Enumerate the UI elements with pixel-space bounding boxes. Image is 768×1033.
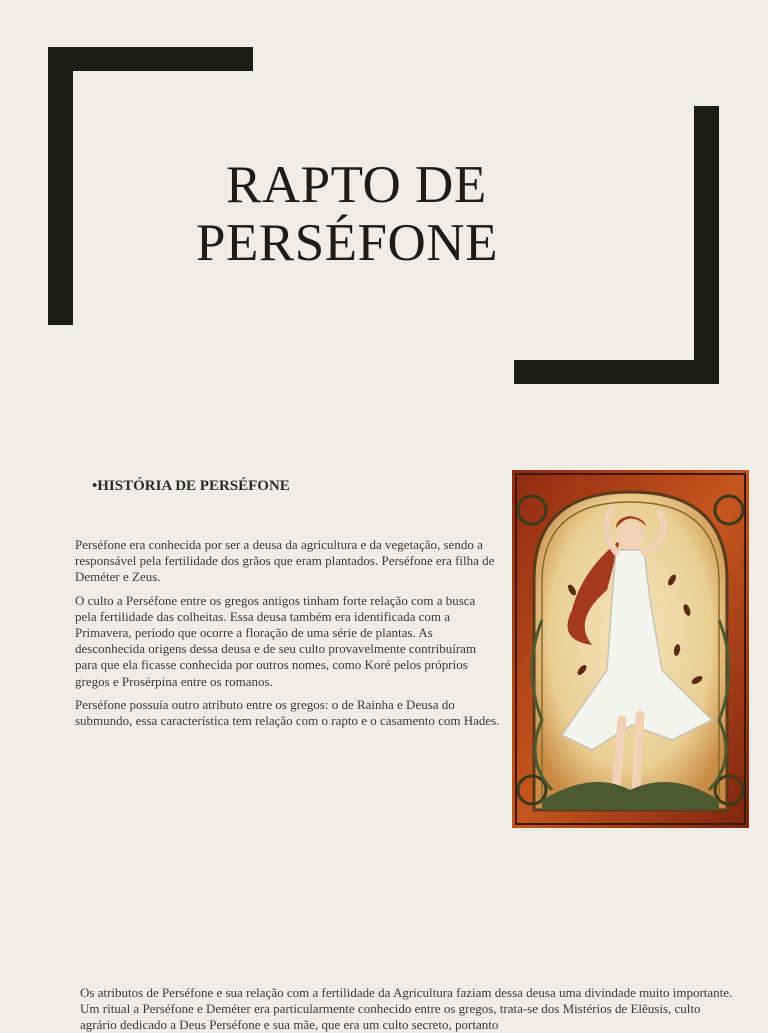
slide-title xyxy=(196,156,576,272)
corner-bracket-bottom-right-horizontal xyxy=(514,360,719,384)
corner-bracket-top-left-vertical xyxy=(48,47,73,325)
paragraph-2: O culto a Perséfone entre os gregos antigos tinham forte relação com a busca pela fertilidade das colheitas. Essa deusa também era identificada com a Primavera, período que ocorre a floração de uma série de plantas. As desconhecida origens dessa deusa e de seu culto provavelmente contribuíram para que ela ficasse conhecida por outros nomes, como Koré pelos próprios gregos e Prosérpina entre os romanos. xyxy=(75,592,477,689)
persephone-illustration-icon xyxy=(512,470,749,828)
title-line-1: RAPTO DE xyxy=(226,156,487,214)
paragraph-1: Perséfone era conhecida por ser a deusa da agricultura e da vegetação, sendo a responsável pela fertilidade dos grãos que eram plantados. Perséfone era filha de Deméter e Zeus. xyxy=(75,537,495,585)
section-heading: •HISTÓRIA DE PERSÉFONE xyxy=(92,478,290,494)
footer-paragraph: Os atributos de Perséfone e sua relação com a fertilidade da Agricultura faziam dessa deusa uma divindade muito importante. Um ritual a Perséfone e Deméter era particularmente conhecido entre os gregos, trata-se dos Mistérios de Elêusis, culto agrário dedicado a Deus Perséfone e sua mãe, que era um culto secreto, portanto xyxy=(80,985,733,1032)
corner-bracket-top-left-horizontal xyxy=(48,47,253,71)
title-line-2: PERSÉFONE xyxy=(196,214,498,272)
corner-bracket-bottom-right-vertical xyxy=(694,106,719,384)
section-body xyxy=(75,537,500,736)
paragraph-3: Perséfone possuía outro atributo entre os gregos: o de Rainha e Deusa do submundo, essa característica tem relação com o rapto e o casamento com Hades. xyxy=(75,696,500,729)
